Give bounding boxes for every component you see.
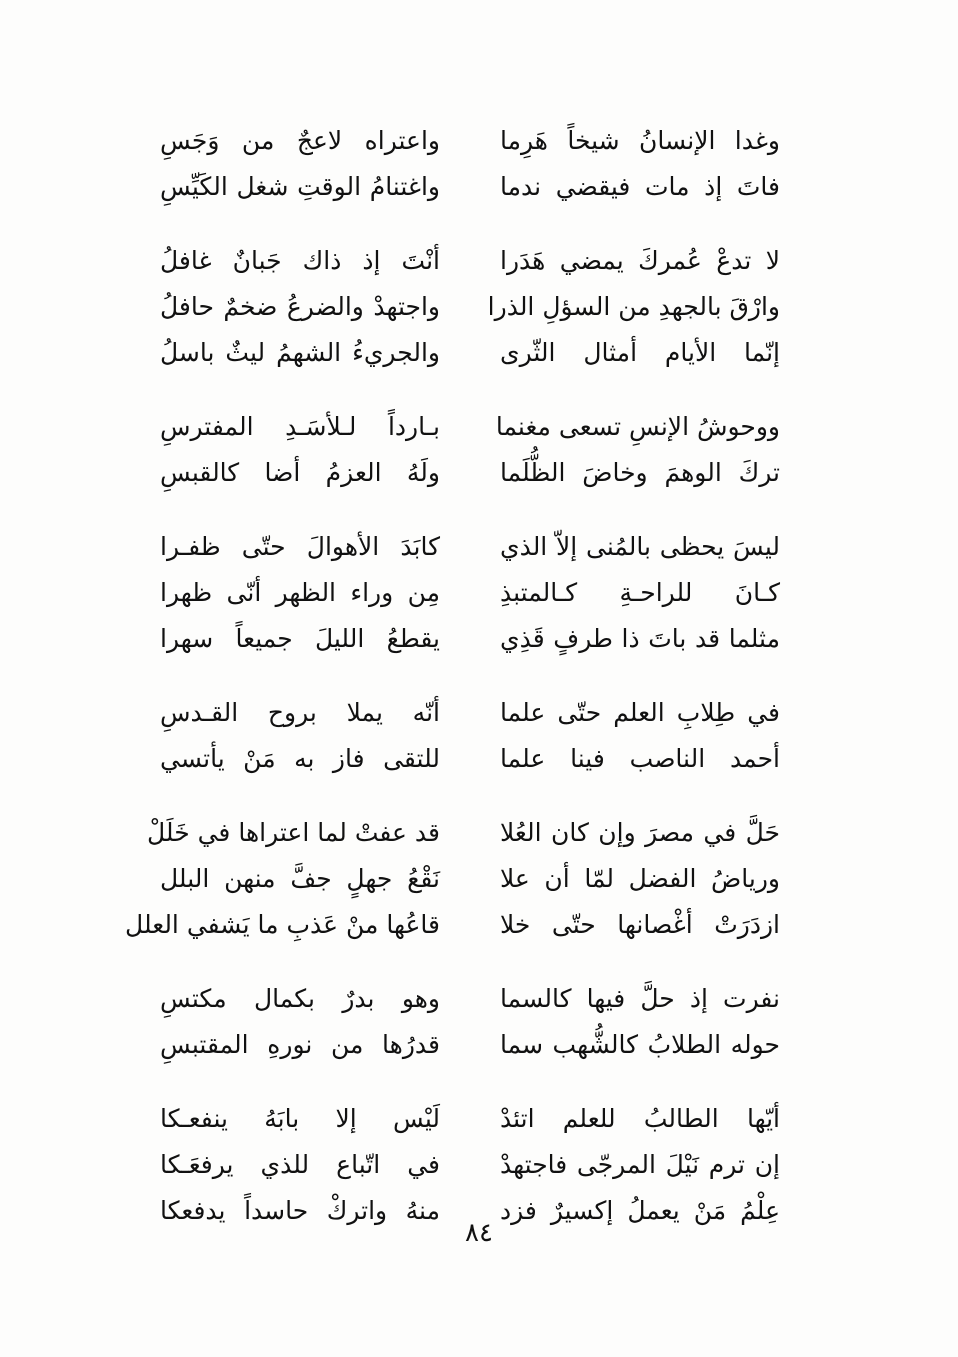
verse-line (160, 976, 780, 1022)
verse-line (160, 1022, 780, 1068)
verse-line (160, 736, 780, 782)
verse-line (160, 330, 780, 376)
stanza (160, 524, 780, 662)
hemistich-right: كـانَ للراحـةِ كـالمتبذِ (500, 578, 780, 607)
hemistich-right: ليسَ يحظى بالمُنى إلاّ الذي (500, 532, 780, 561)
hemistich-left: لَيْس إلا بابَهُ ينفعـكا (160, 1104, 440, 1133)
stanza (160, 118, 780, 210)
page-number: ٨٤ (465, 1218, 493, 1248)
hemistich-right: أيّها الطالبُ للعلم اتئدْ (500, 1104, 780, 1133)
verse-line (160, 450, 780, 496)
hemistich-right: إن ترم نَيْلَ المرجّى فاجتهدْ (500, 1150, 780, 1179)
verse-line (160, 404, 780, 450)
verse-line (160, 118, 780, 164)
hemistich-left: قدرُها من نورهِ المقتبسِ (160, 1030, 440, 1059)
verse-line (160, 570, 780, 616)
hemistich-right: ورياضُ الفضل لمّا أن علا (500, 864, 780, 893)
hemistich-left: واجتهدْ والضرعُ ضخمٌ حافلُ (160, 292, 440, 321)
verse-line (160, 164, 780, 210)
hemistich-right: حَلَّ في مصرَ وإن كان العُلا (500, 818, 780, 847)
hemistich-right: وارْقَ بالجهدِ من السؤلِ الذرا (487, 292, 780, 321)
hemistich-right: لا تدعْ عُمركَ يمضي هَدَرا (500, 246, 780, 275)
verse-line (160, 524, 780, 570)
hemistich-left: قاعُها منْ عَذبِ ما يَشفي العلل (125, 910, 440, 939)
verse-line (160, 284, 780, 330)
verse-line (160, 238, 780, 284)
hemistich-left: يقطعُ الليلَ جميعاً سهرا (160, 624, 440, 653)
hemistich-left: قد عفتْ لما اعتراها في خَلَلْ (146, 818, 440, 847)
hemistich-right: مثلما قد باتَ ذا طرفٍ قَذِي (500, 624, 780, 653)
verse-line (160, 1096, 780, 1142)
hemistich-right: وغدا الإنسانُ شيخاً هَرِما (500, 126, 780, 155)
hemistich-right: نفرت إذ حلَّ فيها كالسما (500, 984, 780, 1013)
verse-line (160, 616, 780, 662)
stanza (125, 810, 780, 948)
hemistich-left: كابَدَ الأهوالَ حتّى ظفـرا (160, 532, 440, 561)
stanza (160, 1096, 780, 1234)
poem (125, 118, 780, 1262)
hemistich-left: بـارداً لـلأسَـدِ المفترسِ (160, 412, 440, 441)
verse-line (160, 856, 780, 902)
hemistich-left: واغتنامُ الوقتِ شغل الكَيِّسِ (160, 172, 440, 201)
hemistich-right: حوله الطلابُ كالشُّهب سما (500, 1030, 780, 1059)
verse-line (160, 1142, 780, 1188)
hemistich-right: إنّما الأيام أمثال الثّرى (500, 338, 780, 367)
hemistich-left: والجريءُ الشهمُ ليثٌ باسلُ (160, 338, 440, 367)
hemistich-right: ازدَرَتْ أغْصانها حتّى خلا (500, 910, 780, 939)
hemistich-right: في طِلابِ العلم حتّى علما (500, 698, 780, 727)
hemistich-left: أنّه يملا بروح القـدسِ (160, 698, 440, 727)
verse-line (146, 810, 780, 856)
hemistich-left: ولَهُ العزمُ أضا كالقبسِ (160, 458, 440, 487)
hemistich-right: تركَ الوهمَ وخاضَ الظُّلَما (500, 458, 780, 487)
stanza (160, 404, 780, 496)
verse-line (125, 902, 780, 948)
hemistich-left: نَقْعُ جهلٍ جفَّ منهن البلل (160, 864, 440, 893)
hemistich-right: عِلْمُ مَنْ يعملُ إكسيرٌ فزد (500, 1196, 780, 1225)
hemistich-left: مِن وراء الظهر أنّى ظهرا (160, 578, 440, 607)
hemistich-left: وهو بدرٌ بكمال مكتسِ (160, 984, 440, 1013)
stanza (160, 976, 780, 1068)
hemistich-left: واعتراه لاعجٌ من وَجَسِ (160, 126, 440, 155)
hemistich-left: للتقى فاز به مَنْ يأتسي (160, 744, 440, 773)
hemistich-left: منهُ واتركْ حاسداً يدفعكا (160, 1196, 440, 1225)
hemistich-left: في اتّباع للذي يرفعَـكا (160, 1150, 440, 1179)
stanza (160, 690, 780, 782)
hemistich-right: فاتَ إذ مات فيقضي ندما (500, 172, 780, 201)
stanza (160, 238, 780, 376)
hemistich-right: أحمد الناصب فينا علما (500, 744, 780, 773)
hemistich-left: أنْتَ إذ ذاك جَبانٌ غافلُ (160, 246, 440, 275)
hemistich-right: ووحوشُ الإنسِ تسعى مغنما (495, 412, 780, 441)
verse-line (160, 690, 780, 736)
